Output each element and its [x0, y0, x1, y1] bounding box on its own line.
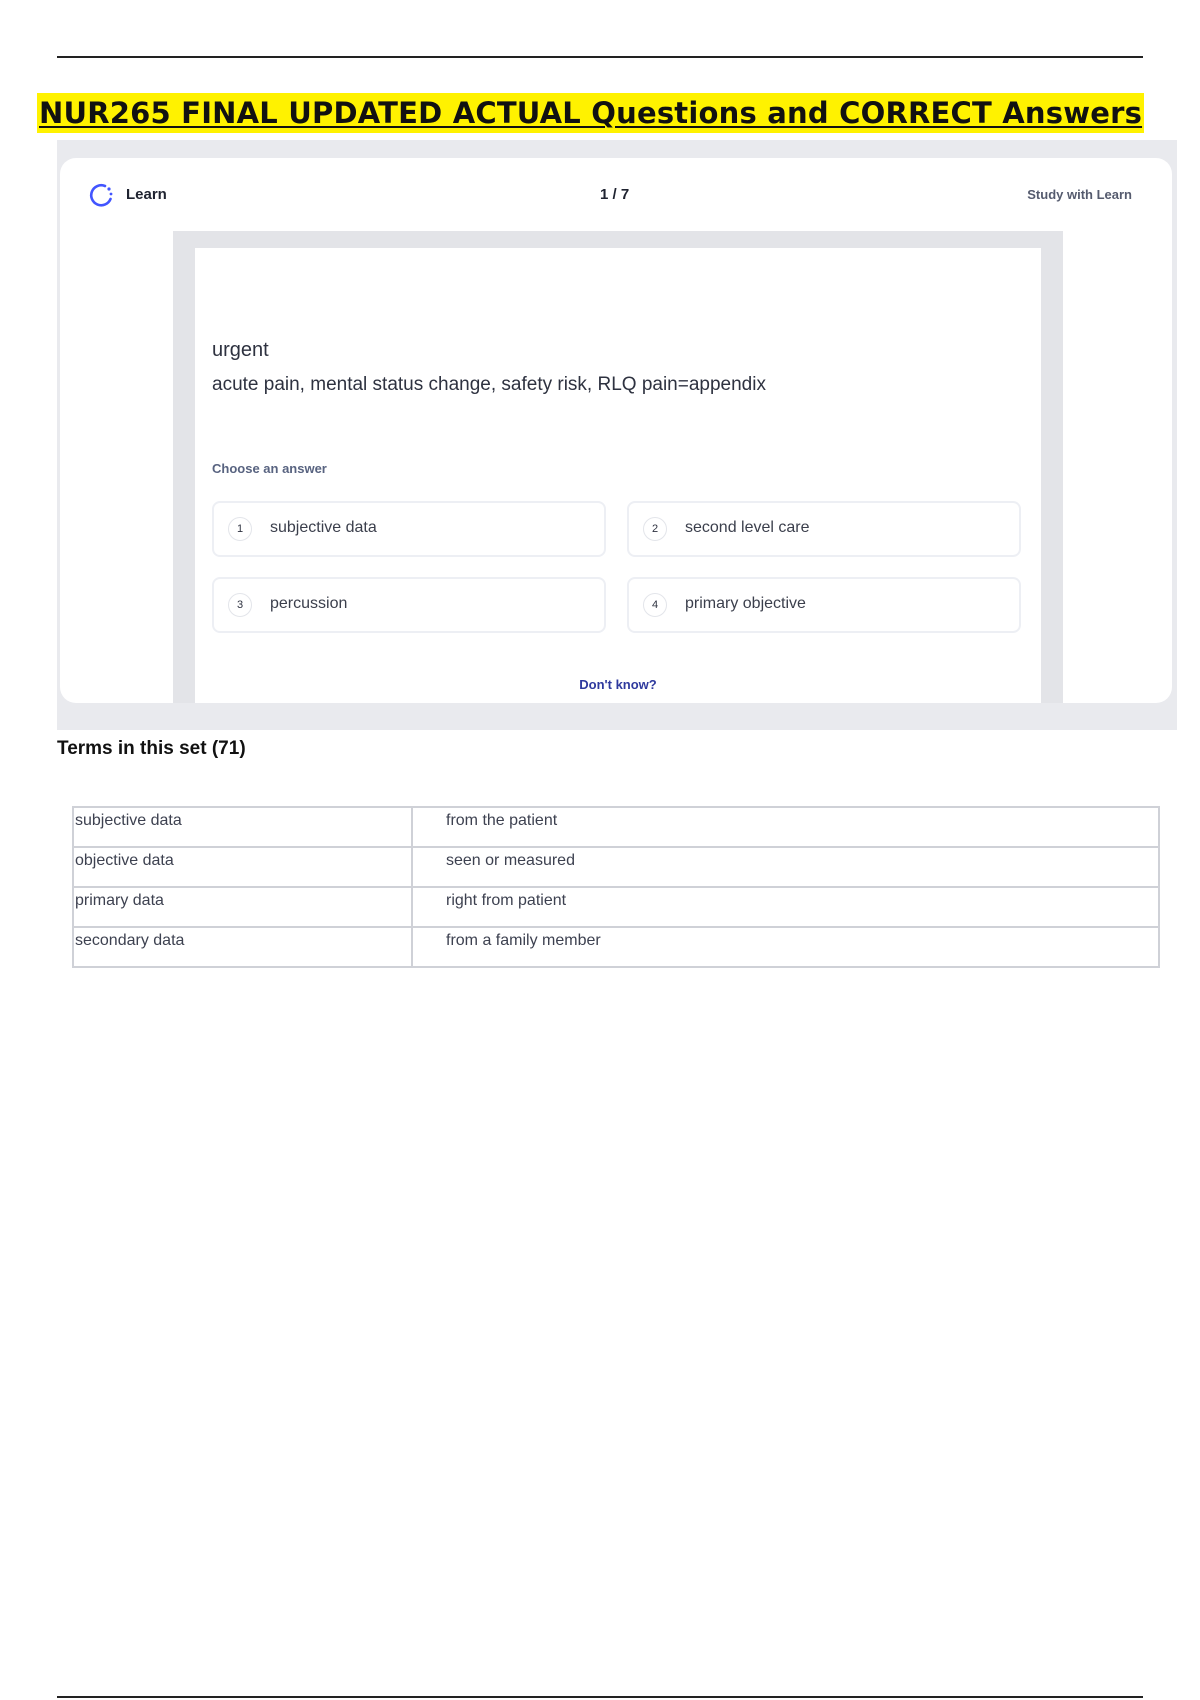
definition-cell: right from patient: [412, 887, 1159, 927]
document-title: NUR265 FINAL UPDATED ACTUAL Questions and CORRECT Answers: [37, 93, 1144, 133]
terms-heading: Terms in this set (71): [57, 738, 246, 759]
term-cell: secondary data: [73, 927, 412, 967]
choose-answer-prompt: Choose an answer: [212, 461, 327, 476]
learn-screenshot: [57, 140, 1177, 730]
option-number-badge: 2: [643, 517, 667, 541]
option-label: primary objective: [685, 595, 806, 612]
question-description: acute pain, mental status change, safety risk, RLQ pain=appendix: [212, 374, 766, 395]
answer-option-4[interactable]: [627, 577, 1021, 633]
question-panel: [195, 248, 1041, 703]
study-with-learn-link[interactable]: Study with Learn: [1027, 187, 1132, 202]
option-label: percussion: [270, 595, 348, 612]
bottom-rule: [57, 1696, 1143, 1698]
option-label: subjective data: [270, 519, 377, 536]
definition-cell: from the patient: [412, 807, 1159, 847]
top-rule: [57, 56, 1143, 58]
answer-option-2[interactable]: [627, 501, 1021, 557]
definition-cell: seen or measured: [412, 847, 1159, 887]
progress-counter: 1 / 7: [600, 186, 630, 203]
answer-option-1[interactable]: [212, 501, 606, 557]
option-number-badge: 1: [228, 517, 252, 541]
table-row: [73, 927, 1159, 967]
learn-mode-icon: [88, 182, 114, 208]
definition-cell: from a family member: [412, 927, 1159, 967]
table-row: [73, 887, 1159, 927]
term-cell: primary data: [73, 887, 412, 927]
table-row: [73, 807, 1159, 847]
dont-know-link[interactable]: Don't know?: [579, 677, 657, 692]
option-number-badge: 4: [643, 593, 667, 617]
term-cell: objective data: [73, 847, 412, 887]
question-frame: [173, 231, 1063, 703]
learn-mode-label[interactable]: Learn: [126, 186, 167, 203]
learn-card: [60, 158, 1172, 703]
answer-option-3[interactable]: [212, 577, 606, 633]
option-number-badge: 3: [228, 593, 252, 617]
term-cell: subjective data: [73, 807, 412, 847]
question-title: urgent: [212, 339, 269, 361]
table-row: [73, 847, 1159, 887]
terms-table: [72, 806, 1160, 968]
option-label: second level care: [685, 519, 810, 536]
